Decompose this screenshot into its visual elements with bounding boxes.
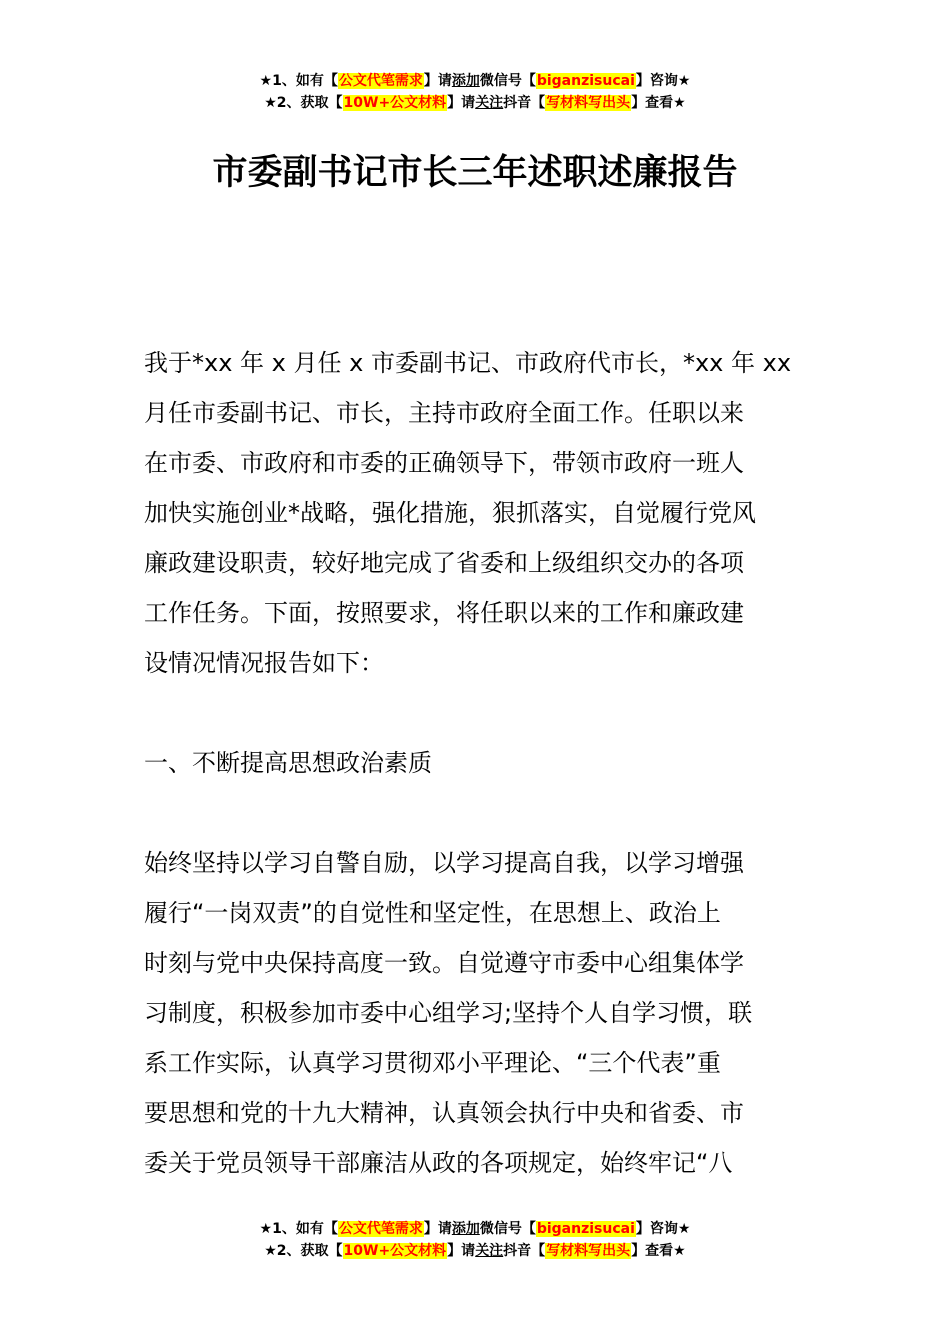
banner-underline: 添加 — [451, 1221, 480, 1237]
text-line: 我于*xx 年 x 月任 x 市委副书记、市政府代市长，*xx 年 xx — [144, 349, 792, 377]
banner-text: 微信号【 — [479, 73, 536, 89]
text-line: 系工作实际，认真学习贯彻邓小平理论、“三个代表”重 — [144, 1049, 721, 1077]
banner-text: ★2、获取【 — [264, 95, 343, 111]
text-line: 要思想和党的十九大精神，认真领会执行中央和省委、市 — [144, 1099, 744, 1127]
banner-underline: 关注 — [475, 95, 504, 111]
banner-text: ★1、如有【 — [259, 1221, 338, 1237]
paragraph-section-1 — [144, 838, 809, 1188]
banner-highlight: 公文代笔需求 — [338, 1221, 423, 1237]
text-line: 时刻与党中央保持高度一致。自觉遵守市委中心组集体学 — [144, 949, 744, 977]
paragraph-intro — [144, 338, 809, 688]
banner-underline: 关注 — [475, 1243, 504, 1259]
banner-text: 抖音【 — [503, 95, 546, 111]
banner-text: 】查看★ — [631, 95, 686, 111]
banner-wechat-id: biganzisucai — [536, 1221, 635, 1237]
banner-highlight: 10W+公文材料 — [343, 95, 447, 111]
banner-text: 】咨询★ — [635, 73, 691, 89]
banner-highlight: 10W+公文材料 — [343, 1243, 447, 1259]
text-line: 在市委、市政府和市委的正确领导下，带领市政府一班人 — [144, 449, 744, 477]
text-line: 工作任务。下面，按照要求，将任职以来的工作和廉政建 — [144, 599, 744, 627]
text-line: 履行“一岗双责”的自觉性和坚定性，在思想上、政治上 — [144, 899, 721, 927]
banner-text: 】请 — [447, 95, 476, 111]
heading-text: 一、不断提高思想政治素质 — [144, 749, 432, 777]
text-line: 加快实施创业*战略，强化措施，狠抓落实，自觉履行党风 — [144, 499, 756, 527]
banner-text: 】请 — [447, 1243, 476, 1259]
text-line: 设情况情况报告如下： — [144, 649, 384, 677]
banner-line-1 — [0, 70, 950, 92]
banner-douyin-id: 写材料写出头 — [546, 95, 631, 111]
text-line: 习制度，积极参加市委中心组学习;坚持个人自学习惯，联 — [144, 999, 753, 1027]
banner-wechat-id: biganzisucai — [536, 73, 635, 89]
footer-banner — [0, 1218, 950, 1262]
banner-text: 】查看★ — [631, 1243, 686, 1259]
banner-text: 】咨询★ — [635, 1221, 691, 1237]
text-line: 廉政建设职责，较好地完成了省委和上级组织交办的各项 — [144, 549, 744, 577]
text-line: 委关于党员领导干部廉洁从政的各项规定，始终牢记“八 — [144, 1149, 733, 1177]
banner-highlight: 公文代笔需求 — [338, 73, 423, 89]
banner-douyin-id: 写材料写出头 — [546, 1243, 631, 1259]
banner-line-2 — [0, 92, 950, 114]
banner-text: ★2、获取【 — [264, 1243, 343, 1259]
banner-text: 】请 — [423, 1221, 452, 1237]
banner-text: 微信号【 — [479, 1221, 536, 1237]
document-title: 市委副书记市长三年述职述廉报告 — [212, 153, 738, 193]
banner-text: ★1、如有【 — [259, 73, 338, 89]
banner-underline: 添加 — [451, 73, 480, 89]
text-line: 始终坚持以学习自警自励，以学习提高自我，以学习增强 — [144, 849, 744, 877]
header-banner — [0, 70, 950, 114]
banner-text: 】请 — [423, 73, 452, 89]
banner-line-2 — [0, 1240, 950, 1262]
banner-text: 抖音【 — [503, 1243, 546, 1259]
section-heading — [144, 738, 809, 788]
banner-line-1 — [0, 1218, 950, 1240]
text-line: 月任市委副书记、市长，主持市政府全面工作。任职以来 — [144, 399, 744, 427]
